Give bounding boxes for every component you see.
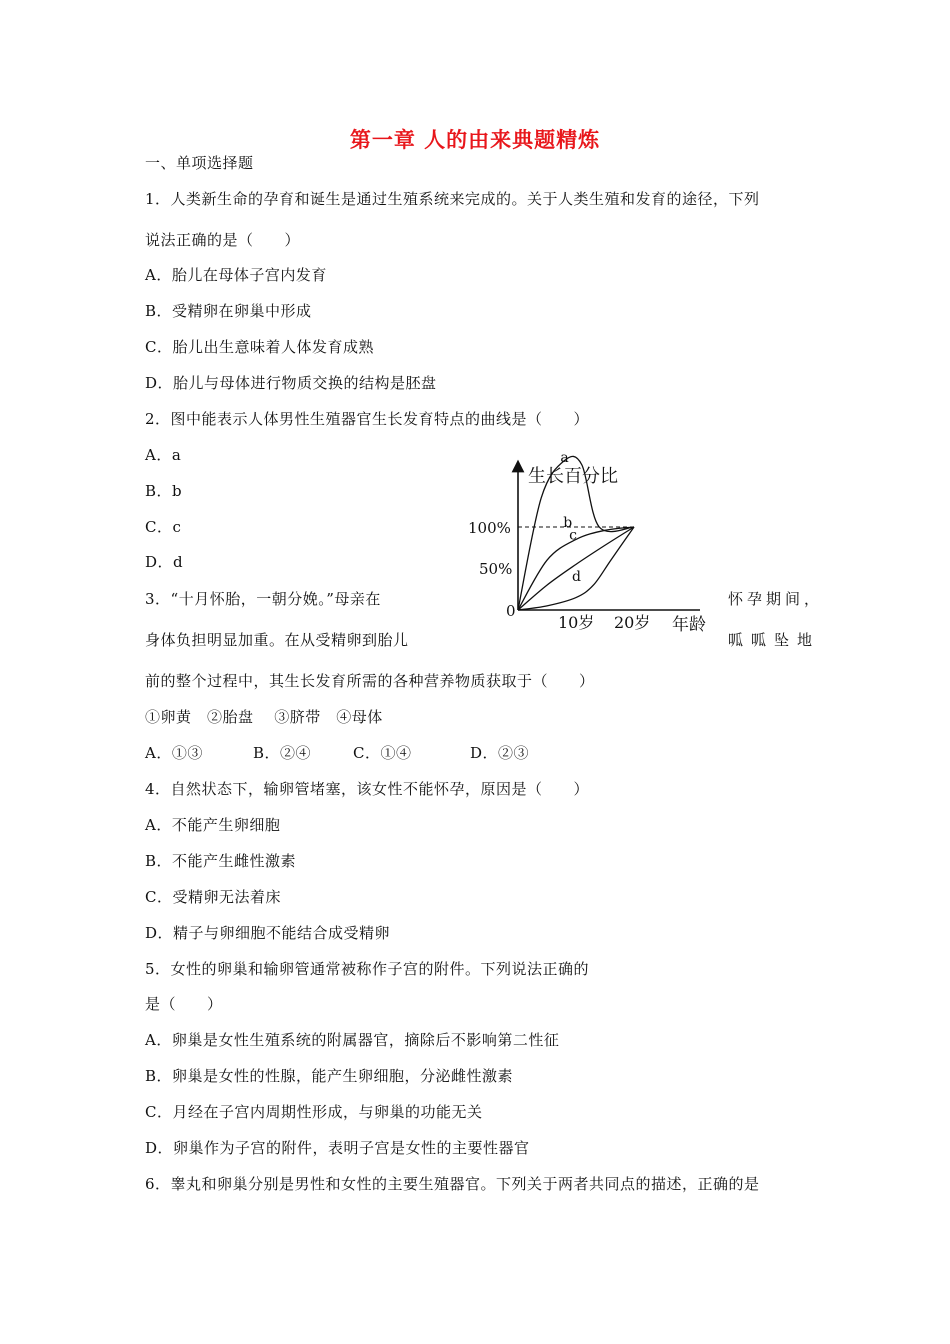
q1-option-a: A．胎儿在母体子宫内发育 (145, 266, 327, 284)
q4-option-c: C．受精卵无法着床 (145, 888, 281, 906)
q3-items: ①卵黄 ②胎盘 ③脐带 ④母体 (145, 708, 383, 726)
q3-stem-line-1a: 3．“十月怀胎，一朝分娩。”母亲在 (145, 590, 381, 608)
q5-stem-line-1: 5．女性的卵巢和输卵管通常被称作子宫的附件。下列说法正确的 (145, 960, 590, 978)
q4-stem: 4．自然状态下，输卵管堵塞，该女性不能怀孕，原因是（ ） (145, 780, 590, 798)
q3-stem-line-2a: 身体负担明显加重。在从受精卵到胎儿 (145, 631, 409, 649)
q5-stem-line-2: 是（ ） (145, 995, 223, 1013)
q1-stem-line-2: 说法正确的是（ ） (145, 231, 301, 249)
y-tick-50: 50% (479, 560, 513, 578)
q4-option-a: A．不能产生卵细胞 (145, 816, 281, 834)
q4-option-b: B．不能产生雌性激素 (145, 852, 297, 870)
q2-option-d: D．d (145, 553, 184, 571)
q5-option-c: C．月经在子宫内周期性形成，与卵巢的功能无关 (145, 1103, 483, 1121)
q6-stem: 6．睾丸和卵巢分别是男性和女性的主要生殖器官。下列关于两者共同点的描述，正确的是 (145, 1175, 760, 1193)
q5-option-b: B．卵巢是女性的性腺，能产生卵细胞，分泌雌性激素 (145, 1067, 514, 1085)
q3-option-b: B．②④ (253, 744, 312, 762)
series-label-b: b (563, 514, 573, 531)
page-title: 第一章 人的由来典题精炼 (349, 128, 601, 152)
q2-option-c: C．c (145, 518, 182, 536)
y-axis-label: 生长百分比 (528, 466, 618, 487)
section-heading: 一、单项选择题 (145, 154, 254, 172)
q1-option-b: B．受精卵在卵巢中形成 (145, 302, 312, 320)
growth-chart-svg (462, 450, 712, 635)
q3-stem-line-3: 前的整个过程中，其生长发育所需的各种营养物质获取于（ ） (145, 672, 595, 690)
x-tick-10: 10岁 (558, 613, 595, 632)
q2-option-b: B．b (145, 482, 183, 500)
growth-chart (462, 450, 712, 635)
series-label-a: a (560, 450, 569, 467)
x-tick-20: 20岁 (614, 613, 651, 632)
series-label-c: c (569, 527, 577, 544)
q5-option-d: D．卵巢作为子宫的附件，表明子宫是女性的主要性器官 (145, 1139, 530, 1157)
y-tick-100: 100% (468, 519, 511, 537)
q1-option-c: C．胎儿出生意味着人体发育成熟 (145, 338, 374, 356)
q2-stem: 2．图中能表示人体男性生殖器官生长发育特点的曲线是（ ） (145, 410, 590, 428)
q3-option-d: D．②③ (470, 744, 530, 762)
q3-option-c: C．①④ (353, 744, 412, 762)
q4-option-d: D．精子与卵细胞不能结合成受精卵 (145, 924, 391, 942)
q1-stem-line-1: 1．人类新生命的孕育和诞生是通过生殖系统来完成的。关于人类生殖和发育的途径，下列 (145, 190, 760, 208)
q3-stem-line-2b: 呱呱坠地 (728, 631, 821, 649)
x-axis-label: 年龄 (672, 615, 706, 635)
q5-option-a: A．卵巢是女性生殖系统的附属器官，摘除后不影响第二性征 (145, 1031, 560, 1049)
q3-stem-line-1b: 怀孕期间， (728, 590, 824, 608)
q1-option-d: D．胎儿与母体进行物质交换的结构是胚盘 (145, 374, 437, 392)
series-label-d: d (572, 568, 581, 585)
q3-option-a: A．①③ (145, 744, 203, 762)
q2-option-a: A．a (145, 446, 182, 464)
y-tick-0: 0 (506, 602, 516, 620)
